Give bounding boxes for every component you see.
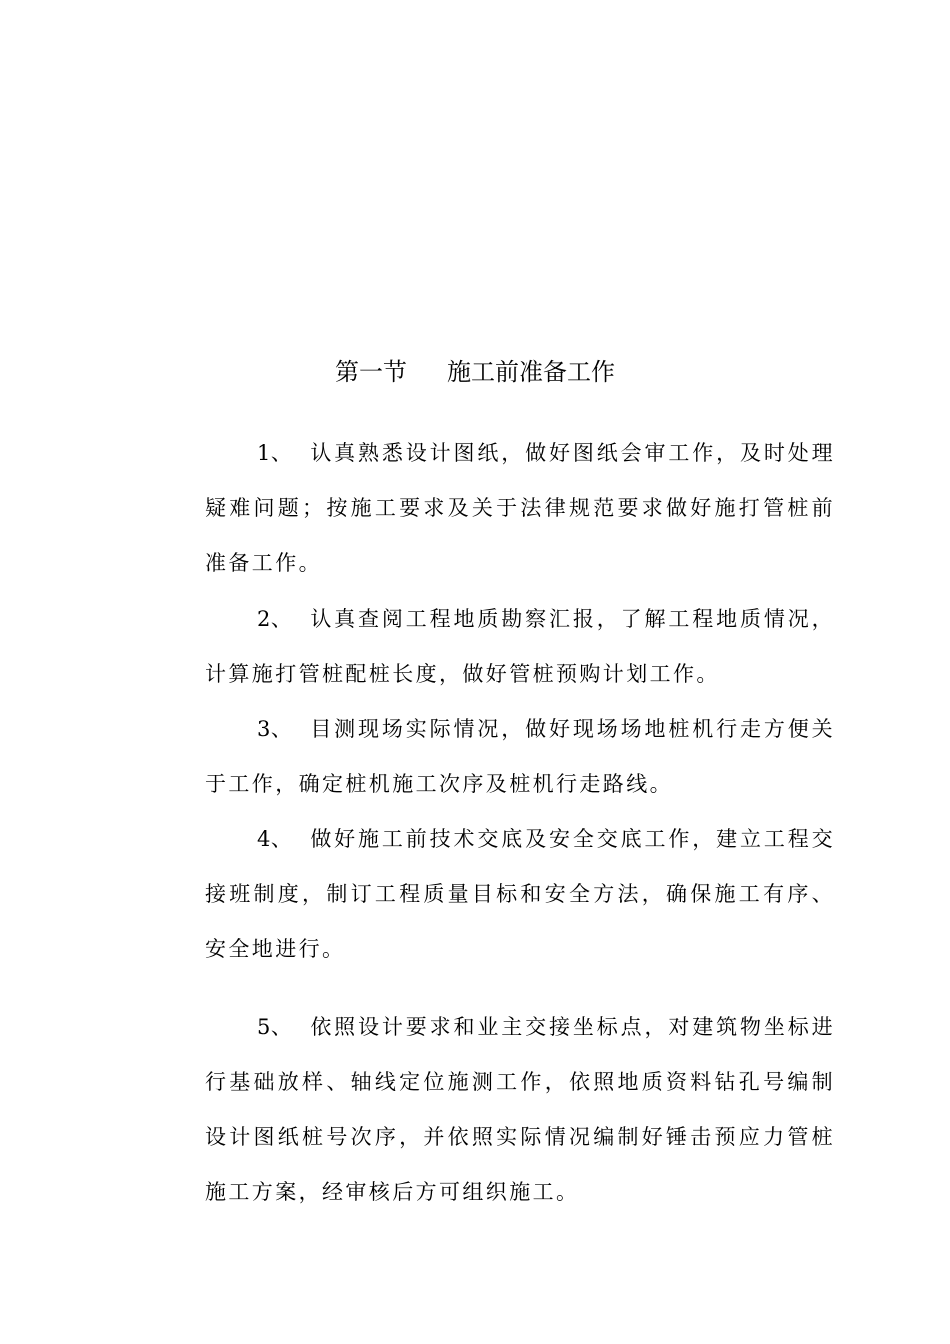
- paragraph-4: [205, 812, 835, 977]
- paragraph-2: [205, 592, 835, 702]
- paragraph-3: [205, 702, 835, 812]
- paragraph-number: 5、: [257, 1015, 293, 1039]
- paragraph-5: [205, 1000, 835, 1220]
- paragraph-text: 认真熟悉设计图纸，做好图纸会审工作，及时处理疑难问题；按施工要求及关于法律规范要求做好施打管桩前准备工作。: [205, 441, 835, 575]
- paragraph-1: [205, 426, 835, 591]
- section-number: 第一节: [335, 358, 407, 386]
- paragraph-text: 认真查阅工程地质勘察汇报，了解工程地质情况，计算施打管桩配桩长度，做好管桩预购计划工作。: [205, 607, 835, 686]
- paragraph-text: 依照设计要求和业主交接坐标点，对建筑物坐标进行基础放样、轴线定位施测工作，依照地质资料钻孔号编制设计图纸桩号次序，并依照实际情况编制好锤击预应力管桩施工方案，经审核后方可组织施工。: [205, 1015, 835, 1204]
- paragraph-number: 4、: [257, 827, 293, 851]
- paragraph-number: 2、: [257, 607, 293, 631]
- paragraph-number: 3、: [257, 717, 293, 741]
- paragraph-text: 目测现场实际情况，做好现场场地桩机行走方便关于工作，确定桩机施工次序及桩机行走路线。: [205, 717, 835, 796]
- section-heading: [0, 350, 950, 394]
- paragraph-number: 1、: [257, 441, 293, 465]
- section-title: 施工前准备工作: [447, 358, 615, 386]
- paragraph-text: 做好施工前技术交底及安全交底工作，建立工程交接班制度，制订工程质量目标和安全方法，确保施工有序、安全地进行。: [205, 827, 835, 961]
